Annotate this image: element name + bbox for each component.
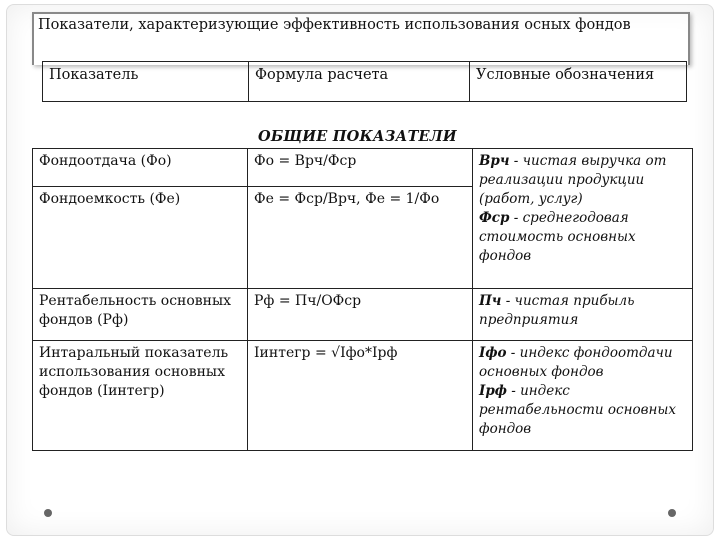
notation-cell xyxy=(473,341,693,451)
indicator-name: Фондоемкость (Фе) xyxy=(33,187,248,289)
decorative-dot-icon xyxy=(668,509,676,517)
indicator-formula: Рф = Пч/ОФср xyxy=(248,289,473,341)
section-title: ОБЩИЕ ПОКАЗАТЕЛИ xyxy=(258,128,457,145)
header-indicator: Показатель xyxy=(43,62,249,102)
note-term: Пч xyxy=(479,293,502,309)
note-desc: - среднегодовая стоимость основных фондов xyxy=(479,210,636,264)
indicator-formula: Іинтегр = √Іфо*Ірф xyxy=(248,341,473,451)
note-term: Врч xyxy=(479,153,510,169)
header-table xyxy=(42,61,687,102)
note-desc: - индекс фондоотдачи основных фондов xyxy=(479,345,673,380)
note-term: Фср xyxy=(479,210,510,226)
note-term: Ірф xyxy=(479,383,507,399)
note-desc: - индекс рентабельности основных фондов xyxy=(479,383,676,437)
header-notation: Условные обозначения xyxy=(470,62,687,102)
indicator-name: Рентабельность основных фондов (Рф) xyxy=(33,289,248,341)
header-formula: Формула расчета xyxy=(249,62,470,102)
indicator-formula: Фо = Врч/Фср xyxy=(248,149,473,187)
indicator-name: Интаральный показатель использования основных фондов (Іинтегр) xyxy=(33,341,248,451)
indicator-name: Фондоотдача (Фо) xyxy=(33,149,248,187)
note-desc: - чистая выручка от реализации продукции (работ, услуг) xyxy=(479,153,667,207)
indicator-formula: Фе = Фср/Врч, Фе = 1/Фо xyxy=(248,187,473,289)
slide-title: Показатели, характеризующие эффективность использования осных фондов xyxy=(32,12,690,65)
indicators-table xyxy=(32,148,693,451)
decorative-dot-icon xyxy=(44,509,52,517)
table-row xyxy=(33,149,693,187)
table-row xyxy=(33,341,693,451)
notation-cell xyxy=(473,289,693,341)
notation-cell xyxy=(473,149,693,289)
table-row xyxy=(33,289,693,341)
note-term: Іфо xyxy=(479,345,507,361)
note-desc: - чистая прибыль предприятия xyxy=(479,293,635,328)
